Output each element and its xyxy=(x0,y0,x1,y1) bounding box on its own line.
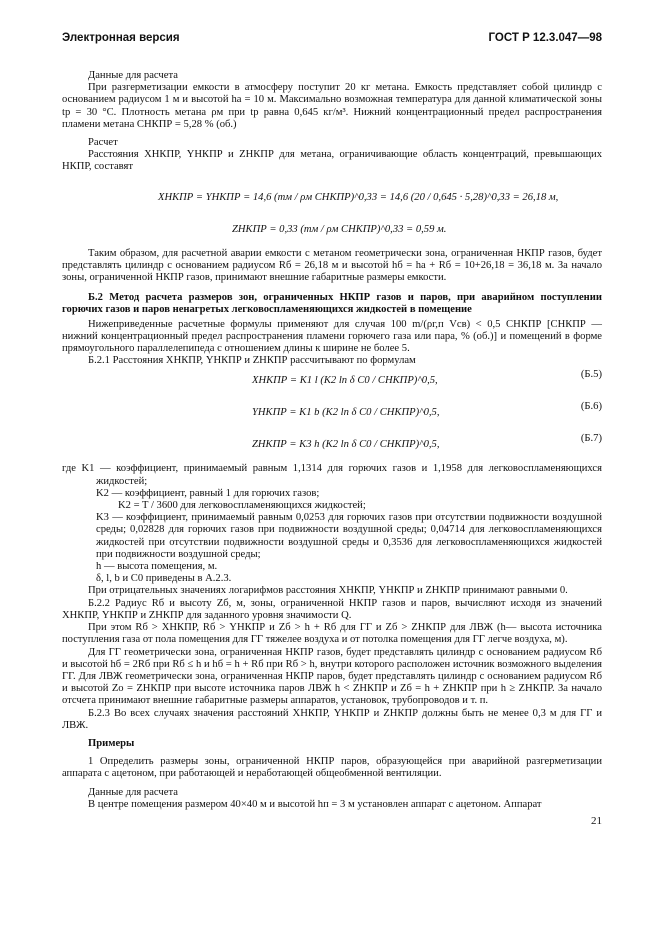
paragraph: Б.2.2 Радиус Rб и высоту Zб, м, зоны, ограниченной НКПР газов и паров, вычисляют исходя из значений XНКПР, YНКПР и ZНКПР для заданного уровня значимости Q. xyxy=(62,597,602,621)
paragraph: Б.2.3 Во всех случаях значения расстояний XНКПР, YНКПР и ZНКПР должны быть не менее 0,3 м для ГГ и ЛВЖ. xyxy=(62,707,602,731)
paragraph: В центре помещения размером 40×40 м и высотой hп = 3 м установлен аппарат с ацетоном. Аппарат xyxy=(88,798,542,810)
paragraph: Расстояния XНКПР, YНКПР и ZНКПР для метана, ограничивающие область концентраций, превышающих НКПР, составят xyxy=(62,149,602,173)
formula-number: (Б.7) xyxy=(580,433,602,445)
paragraph: Расчет xyxy=(88,137,118,149)
definition: K2 — коэффициент, равный 1 для горючих газов; xyxy=(96,487,320,499)
paragraph: Для ГГ геометрически зона, ограниченная НКПР газов, будет представлять цилиндр с основанием радиусом Rб и высотой hб = 2Rб при Rб ≤ h и hб = h + Rб при Rб > h, внутри которого расположен источник возможного выделения ГГ. Для ЛВЖ геометрически зона, ограниченная НКПР паров, будет представлять цилиндр с основанием радиусом Rб и высотой Zо = ZНКПР при высоте источника паров ЛВЖ h < ZНКПР и Zб = h + ZНКПР при h ≥ ZНКПР. За начало отсчета принимают внешние габаритные размеры аппаратов, установок, трубопроводов и т. п. xyxy=(62,646,602,707)
paragraph: Данные для расчета xyxy=(88,786,178,798)
formula-row xyxy=(62,182,602,216)
paragraph: Б.2.1 Расстояния XНКПР, YНКПР и ZНКПР рассчитывают по формулам xyxy=(88,355,416,367)
formula-number: (Б.5) xyxy=(580,369,602,381)
formula: ZНКПР = 0,33 (mм / ρм CНКПР)^0,33 = 0,59 м. xyxy=(232,223,447,235)
formula-row xyxy=(62,367,602,399)
formula: YНКПР = K1 b (K2 ln δ C0 / CНКПР)^0,5, xyxy=(252,407,440,419)
definition: δ, l, b и C0 приведены в А.2.3. xyxy=(96,573,232,585)
section-heading: Б.2 Метод расчета размеров зон, ограниченных НКПР газов и паров, при аварийном поступлении горючих газов и паров ненагретых легковоспламеняющихся жидкостей в помещение xyxy=(62,292,602,316)
formula: ZНКПР = K3 h (K2 ln δ C0 / CНКПР)^0,5, xyxy=(252,439,440,451)
paragraph: Таким образом, для расчетной аварии емкости с метаном геометрически зона, ограниченная НКПР газов, будет представлять цилиндр с основанием радиусом Rб = 26,18 м и высотой hб = hа + Rб = 10+26,18 = 36,18 м. За начало зоны, ограниченной НКПР газов, принимают внешние габаритные размеры емкости. xyxy=(62,247,602,284)
document-page xyxy=(62,32,602,835)
formula-row xyxy=(62,216,602,248)
paragraph: При этом Rб > XНКПР, Rб > YНКПР и Zб > h + Rб для ГГ и Zб > ZНКПР для ЛВЖ (h— высота источника поступления газа от пола помещения для ГГ тяжелее воздуха и от потолка помещения для ГГ легче воздуха, м). xyxy=(62,622,602,646)
paragraph: Нижеприведенные расчетные формулы применяют для случая 100 m/(ρг,п Vсв) < 0,5 CНКПР [CНКПР — нижний концентрационный предел распространения пламени горючего газа или пара, % (об.)] и помещений в форме прямоугольного параллелепипеда с отношением длины к ширине не более 5. xyxy=(62,318,602,355)
paragraph: При разгерметизации емкости в атмосферу поступит 20 кг метана. Емкость представляет собой цилиндр с основанием радиусом 1 м и высотой hа = 10 м. Максимально возможная температура для данной климатической зоны tр = 30 °С. Плотность метана ρм при tр равна 0,645 кг/м³. Нижний концентрационный предел распространения пламени метана CНКПР = 5,28 % (об.) xyxy=(62,82,602,130)
header-right: ГОСТ Р 12.3.047—98 xyxy=(488,32,602,44)
page-header xyxy=(62,32,602,44)
footer xyxy=(62,815,602,835)
formula-row xyxy=(62,431,602,463)
paragraph: 1 Определить размеры зоны, ограниченной НКПР паров, образующейся при аварийной разгерметизации аппарата с ацетоном, при работающей и неработающей общеобменной вентиляции. xyxy=(62,756,602,780)
formula: XНКПР = YНКПР = 14,6 (mм / ρм CНКПР)^0,33 = 14,6 (20 / 0,645 · 5,28)^0,33 = 26,18 м, xyxy=(158,191,559,203)
formula-number: (Б.6) xyxy=(580,401,602,413)
page-number: 21 xyxy=(591,814,602,827)
paragraph: При отрицательных значениях логарифмов расстояния XНКПР, YНКПР и ZНКПР принимают равными 0. xyxy=(88,585,568,597)
paragraph: Данные для расчета xyxy=(88,70,178,81)
formula: XНКПР = K1 l (K2 ln δ C0 / CНКПР)^0,5, xyxy=(252,375,438,387)
definition: где K1 — коэффициент, принимаемый равным 1,1314 для горючих газов и 1,1958 для легковоспламеняющихся жидкостей; xyxy=(62,463,602,487)
definition: K2 = T / 3600 для легковоспламеняющихся жидкостей; xyxy=(118,500,366,512)
header-left: Электронная версия xyxy=(62,32,180,44)
examples-heading: Примеры xyxy=(88,737,135,749)
definition: h — высота помещения, м. xyxy=(96,561,218,573)
definition: K3 — коэффициент, принимаемый равным 0,0253 для горючих газов при отсутствии подвижности воздушной среды; 0,02828 для горючих газов при подвижности воздушной среды; 0,04714 для легковоспламеняющихся жидкостей при отсутствии подвижности воздушной среды и 0,3536 для легковоспламеняющихся жидкостей при подвижности воздушной среды; xyxy=(96,512,602,560)
formula-row xyxy=(62,399,602,431)
